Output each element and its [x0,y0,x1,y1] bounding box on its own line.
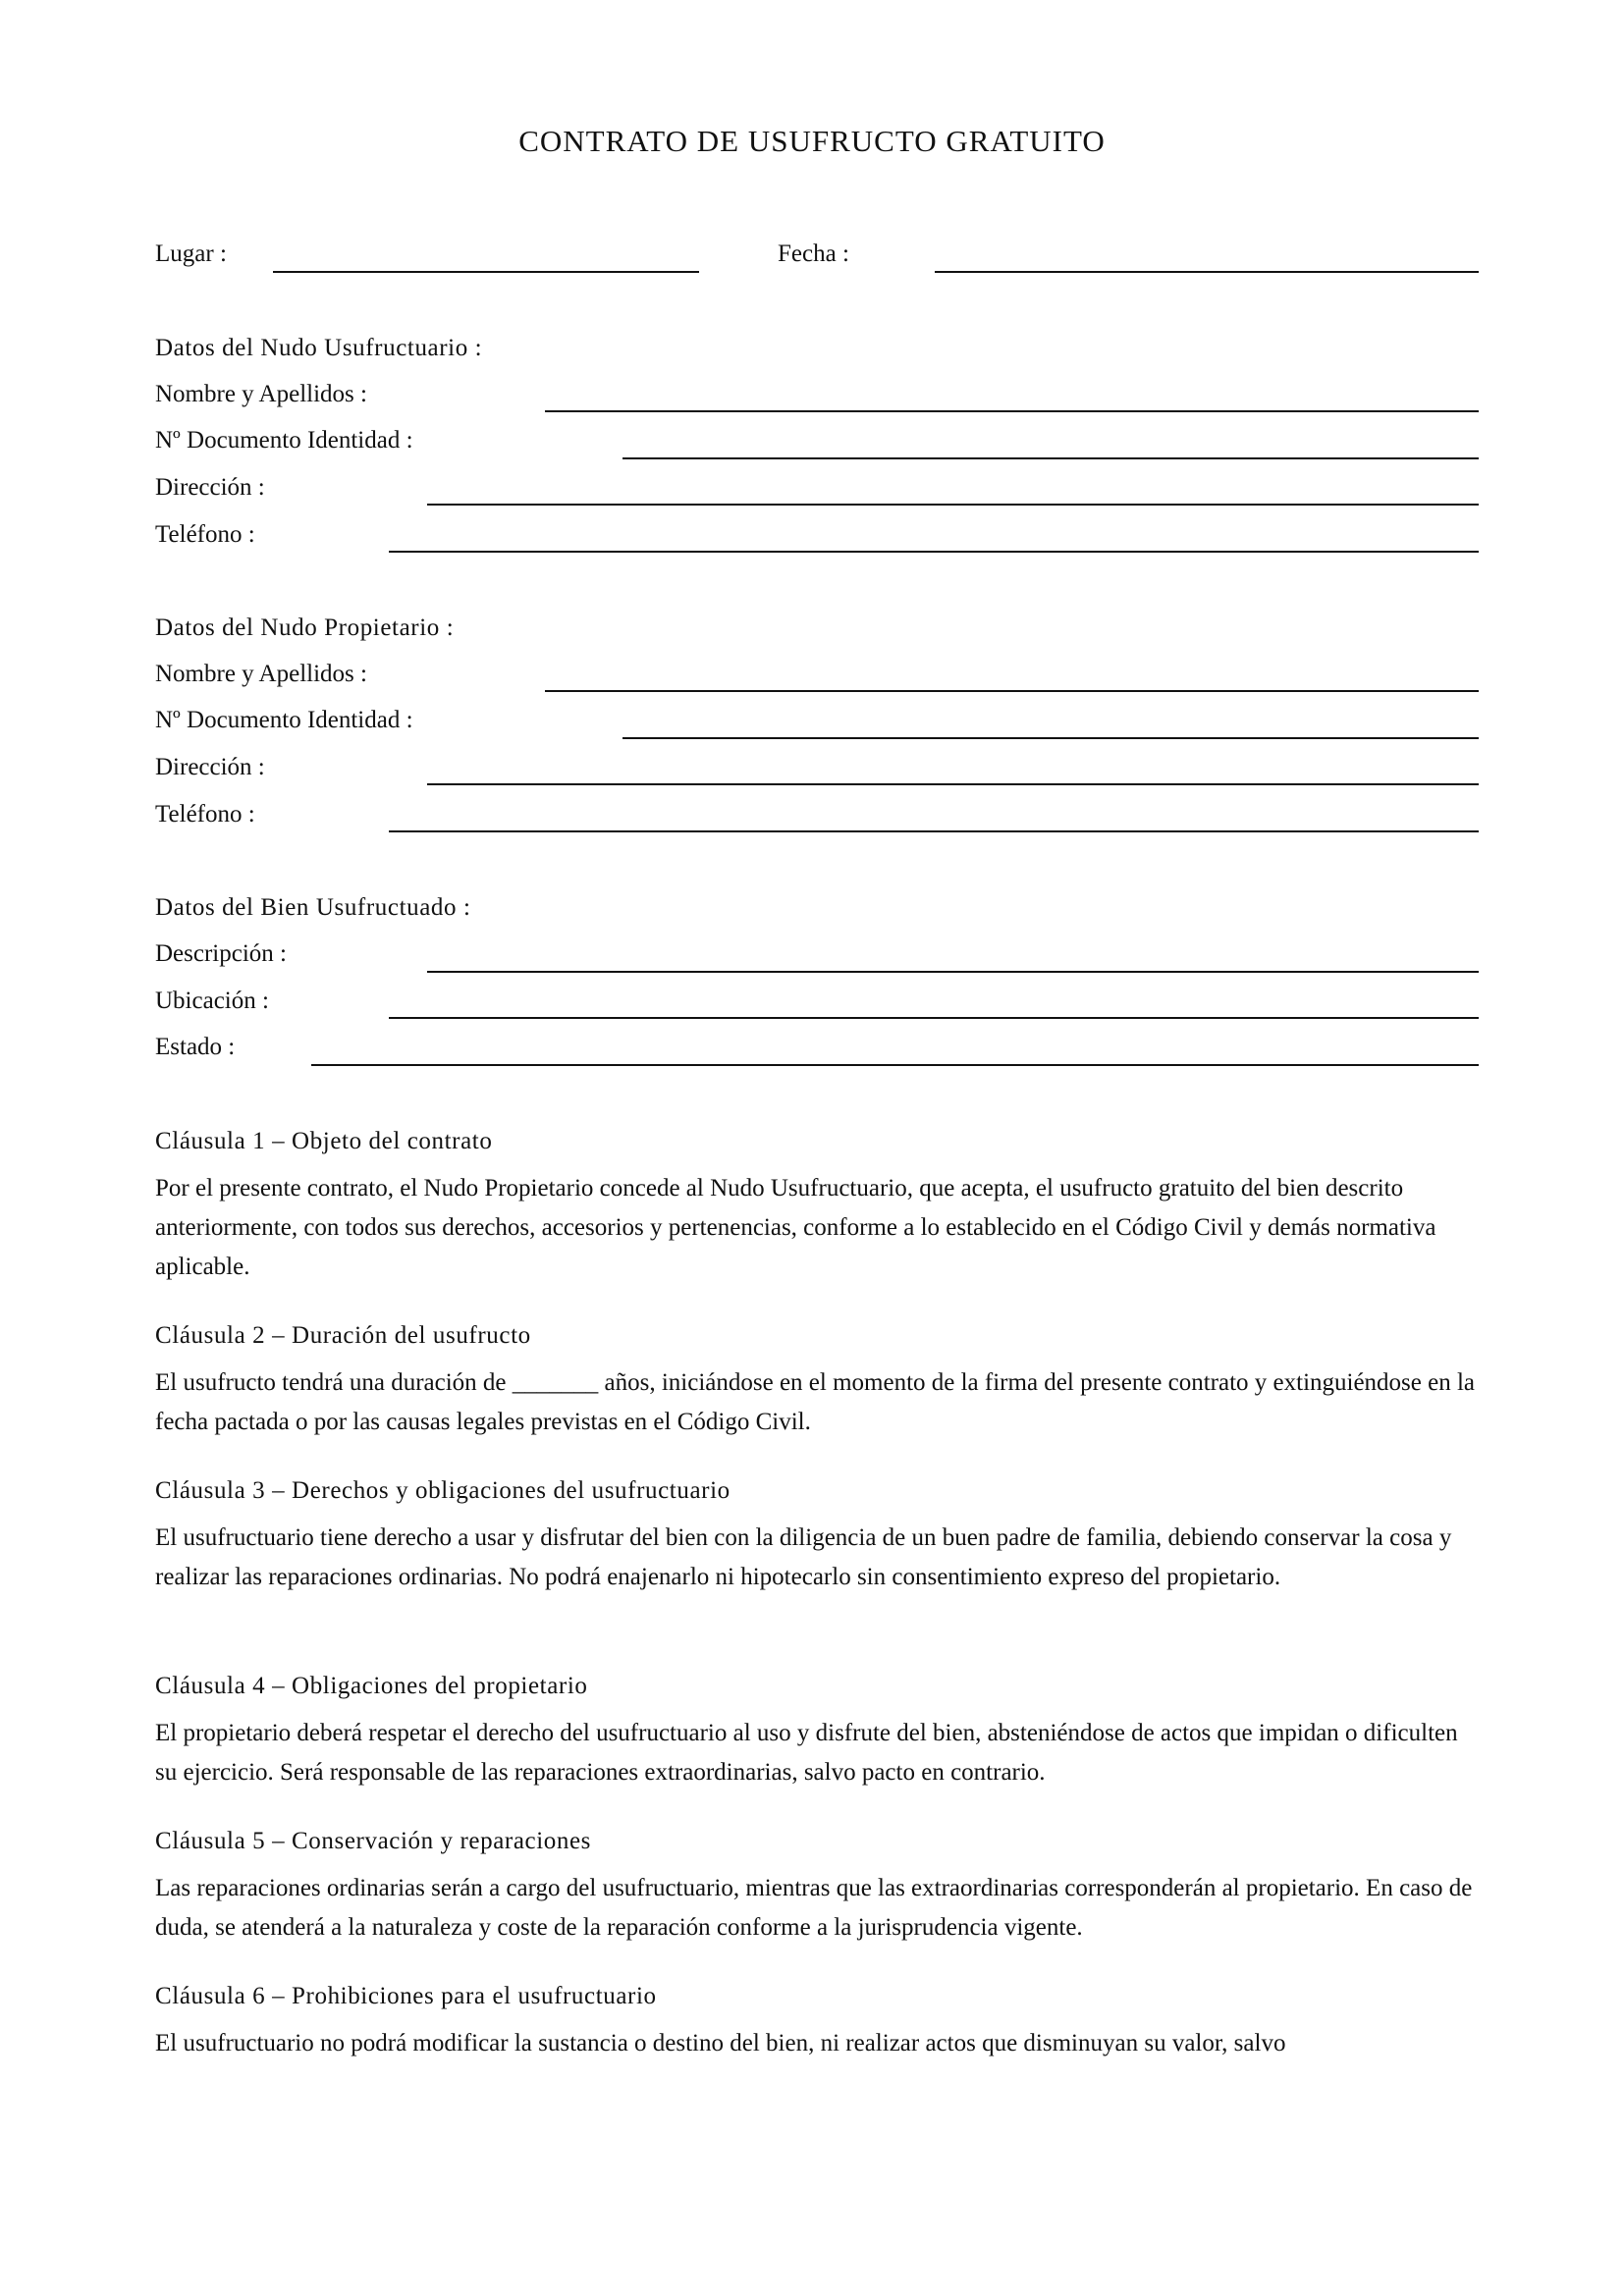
propietario-documento-label: Nº Documento Identidad : [155,707,413,733]
clause-2-heading: Cláusula 2 – Duración del usufructo [155,1322,531,1349]
propietario-heading: Datos del Nudo Propietario : [155,614,455,641]
usufructuario-nombre-label: Nombre y Apellidos : [155,381,367,407]
usufructuario-telefono-label: Teléfono : [155,521,255,548]
bien-estado-line[interactable] [311,1064,1479,1066]
usufructuario-documento-label: Nº Documento Identidad : [155,427,413,454]
clause-4-heading: Cláusula 4 – Obligaciones del propietario [155,1673,588,1699]
propietario-telefono-label: Teléfono : [155,801,255,828]
propietario-documento-line[interactable] [623,737,1479,739]
bien-estado-label: Estado : [155,1034,236,1060]
clause-6-heading: Cláusula 6 – Prohibiciones para el usufructuario [155,1983,657,2009]
bien-heading: Datos del Bien Usufructuado : [155,894,471,921]
propietario-telefono-line[interactable] [389,830,1479,832]
propietario-direccion-line[interactable] [427,783,1479,785]
bien-descripcion-label: Descripción : [155,940,287,967]
clause-5-heading: Cláusula 5 – Conservación y reparaciones [155,1828,592,1854]
clause-4-body: El propietario deberá respetar el derecho del usufructuario al uso y disfrute del bien, absteniéndose de actos que impidan o dificulten su ejercicio. Será responsable de las reparaciones extraordinarias, salvo pacto en contrario. [155,1720,1458,1786]
clause-1-heading: Cláusula 1 – Objeto del contrato [155,1128,493,1154]
lugar-field-line[interactable] [273,271,699,273]
clause-2-body: El usufructo tendrá una duración de _______ años, iniciándose en el momento de la firma del presente contrato y extinguiéndose en la fecha pactada o por las causas legales previstas en el Código Civil. [155,1369,1476,1435]
clause-6-body: El usufructuario no podrá modificar la sustancia o destino del bien, ni realizar actos que disminuyan su valor, salvo [155,2030,1286,2056]
propietario-nombre-label: Nombre y Apellidos : [155,661,367,687]
propietario-direccion-label: Dirección : [155,754,265,780]
document-title: CONTRATO DE USUFRUCTO GRATUITO [518,124,1106,158]
clause-3-heading: Cláusula 3 – Derechos y obligaciones del usufructuario [155,1477,731,1504]
clause-1-body: Por el presente contrato, el Nudo Propietario concede al Nudo Usufructuario, que acepta, el usufructo gratuito del bien descrito anteriormente, con todos sus derechos, accesorios y pertenencias, conforme a lo establecido en el Código Civil y demás normativa aplicable. [155,1175,1436,1280]
fecha-field-line[interactable] [935,271,1479,273]
lugar-label: Lugar : [155,240,227,267]
propietario-nombre-line[interactable] [545,690,1479,692]
clause-5-body: Las reparaciones ordinarias serán a cargo del usufructuario, mientras que las extraordinarias corresponderán al propietario. En caso de duda, se atenderá a la naturaleza y coste de la reparación conforme a la jurisprudencia vigente. [155,1875,1473,1941]
bien-ubicacion-line[interactable] [389,1017,1479,1019]
usufructuario-nombre-line[interactable] [545,410,1479,412]
usufructuario-direccion-label: Dirección : [155,474,265,501]
usufructuario-telefono-line[interactable] [389,551,1479,553]
fecha-label: Fecha : [778,240,849,267]
bien-ubicacion-label: Ubicación : [155,988,269,1014]
usufructuario-direccion-line[interactable] [427,504,1479,506]
usufructuario-documento-line[interactable] [623,457,1479,459]
bien-descripcion-line[interactable] [427,971,1479,973]
usufructuario-heading: Datos del Nudo Usufructuario : [155,335,483,361]
clause-3-body: El usufructuario tiene derecho a usar y disfrutar del bien con la diligencia de un buen padre de familia, debiendo conservar la cosa y realizar las reparaciones ordinarias. No podrá enajenarlo ni hipotecarlo sin consentimiento expreso del propietario. [155,1524,1452,1590]
